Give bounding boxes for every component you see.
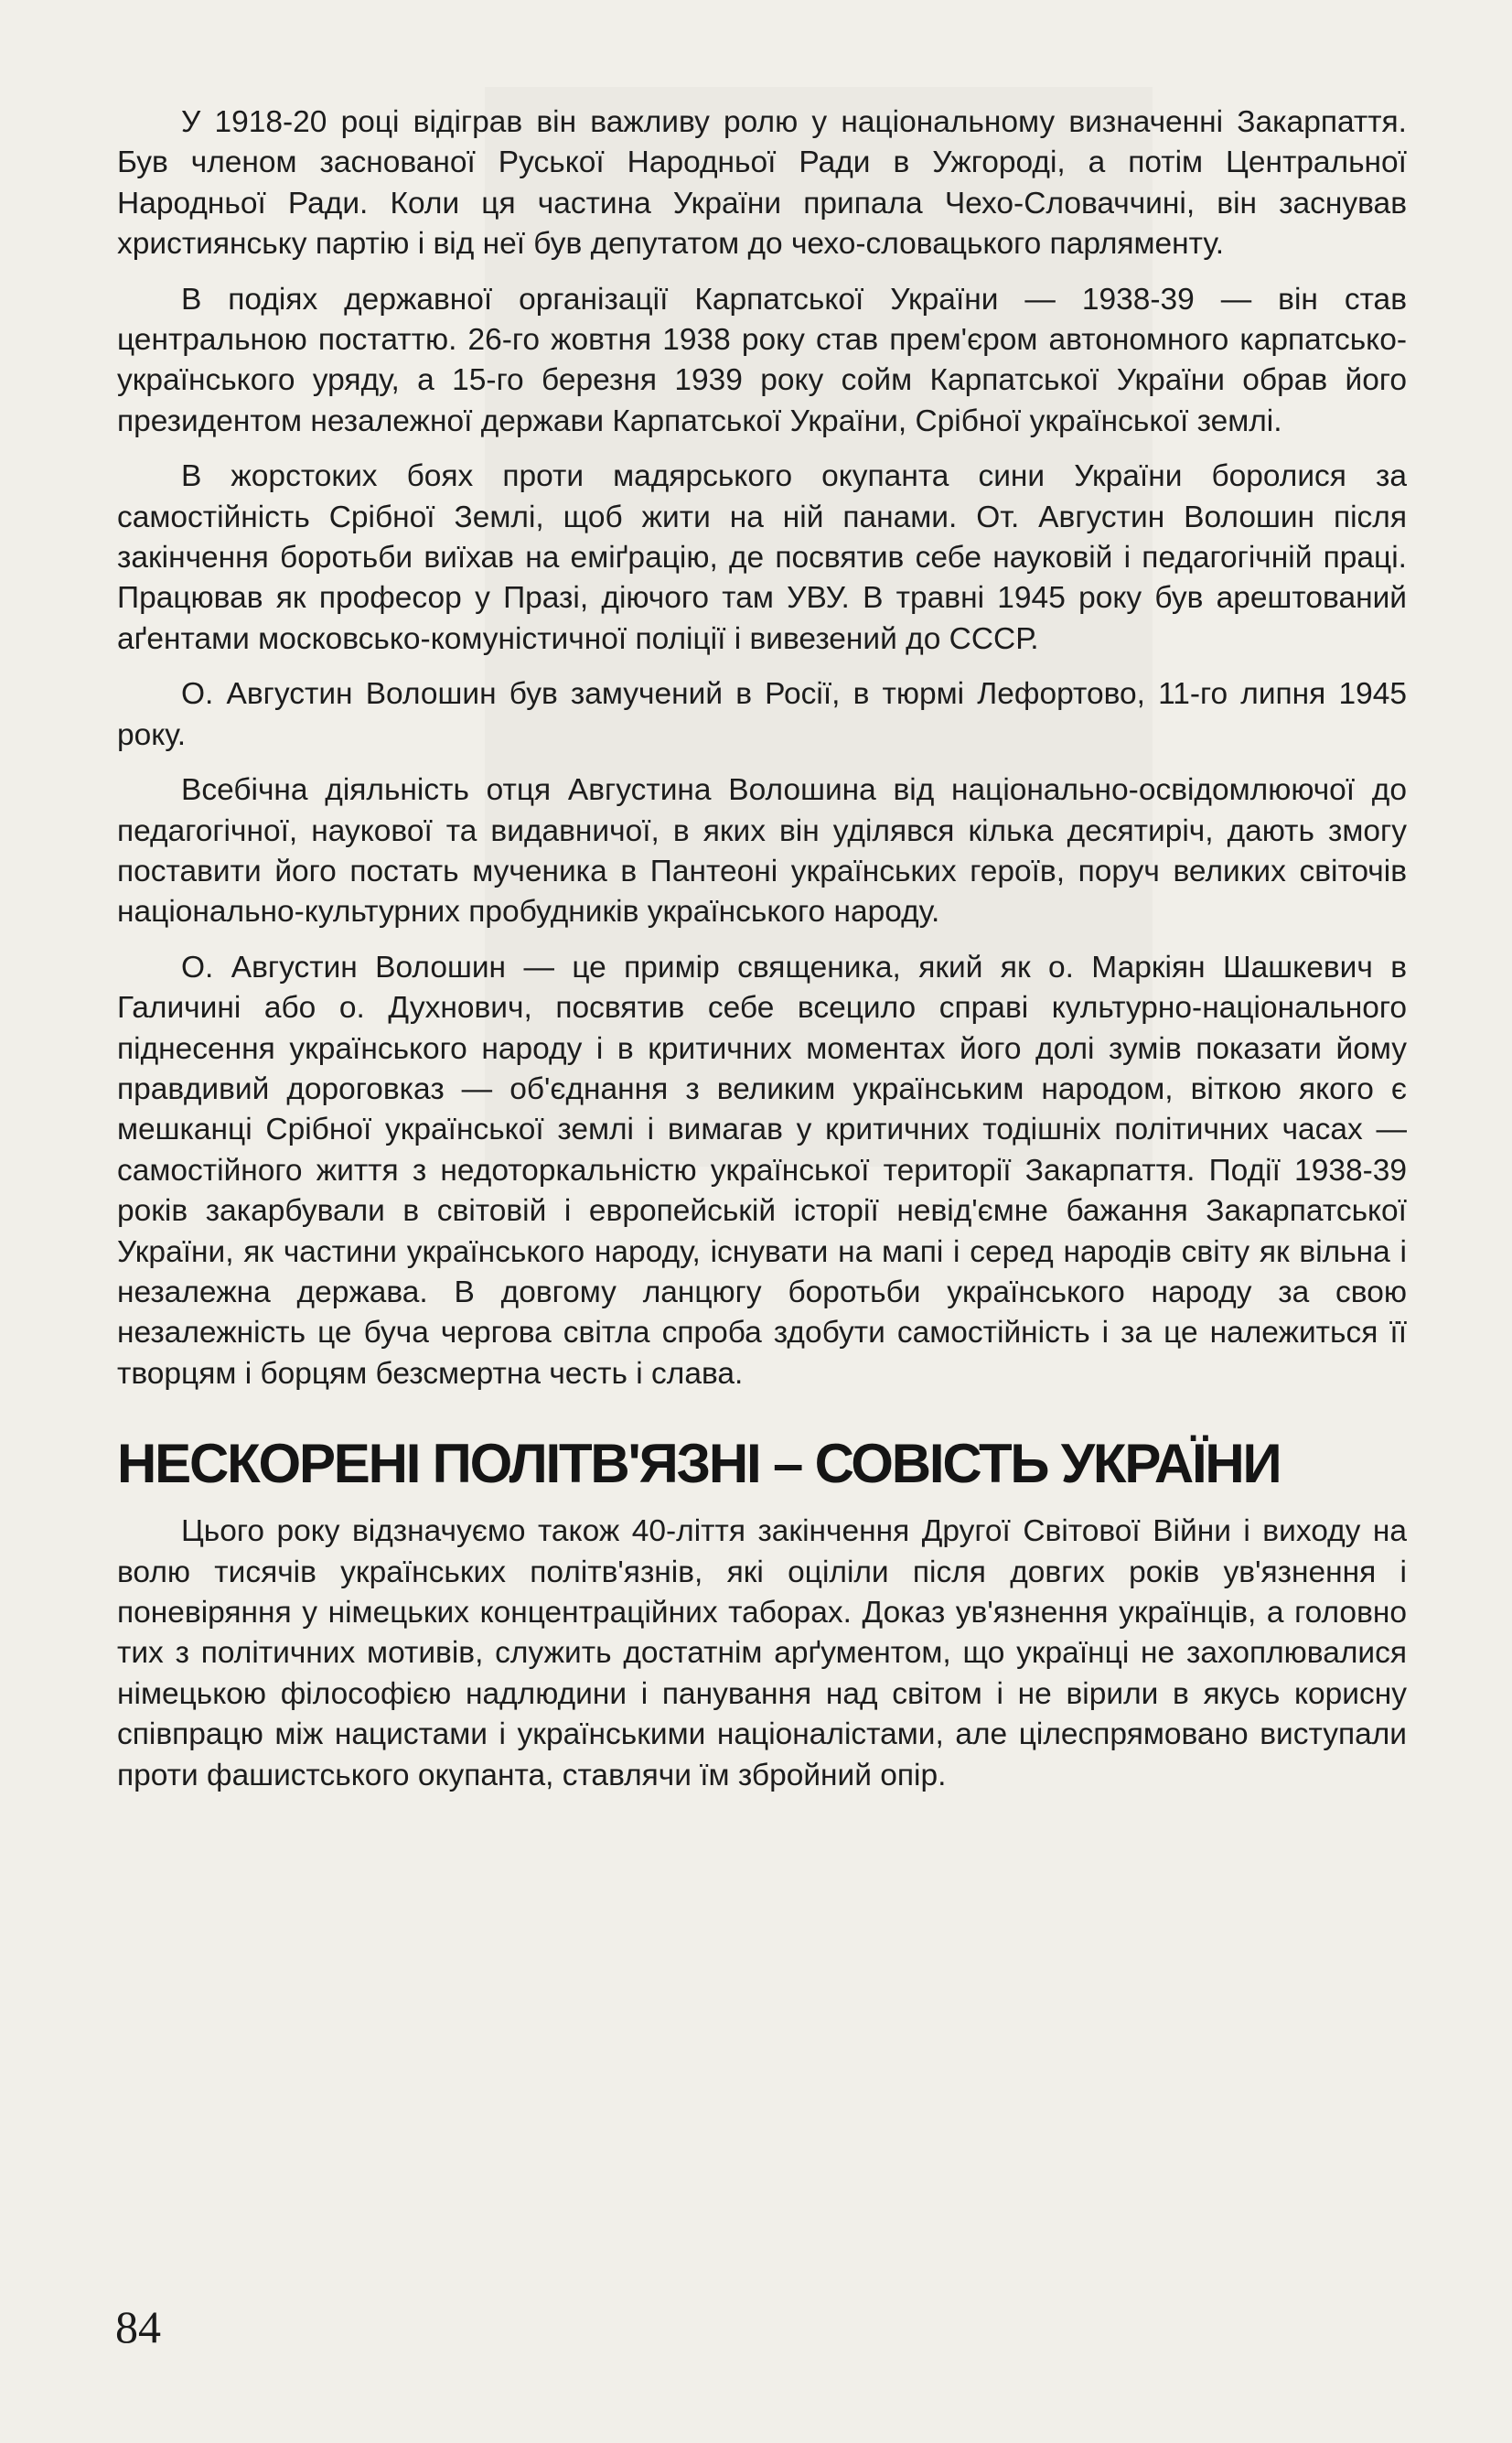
paragraph-4: О. Августин Волошин був замучений в Росії, в тюрмі Лефортово, 11-го липня 1945 року. bbox=[117, 677, 1407, 752]
paragraph-3: В жорстоких боях проти мадярського окупанта сини України боролися за самостійність Срібної Землі, щоб жити на ній панами. От. Августин Волошин після закінчення боротьби виїхав на еміґрацію, де посвятив себе науковій і педагогічній праці. Працював як професор у Празі, діючого там УВУ. В травні 1945 року був арештований аґентами московсько-комуністичної поліції і вивезений до СССР. bbox=[117, 459, 1407, 656]
paragraph-1: У 1918-20 році відіграв він важливу ролю у національному визначенні Закарпаття. Був членом заснованої Руської Народньої Ради в Ужгороді, а потім Центральної Народньої Ради. Коли ця частина України припала Чехо-Словаччині, він заснував християнську партію і від неї був депутатом до чехо-словацького парляменту. bbox=[117, 105, 1407, 262]
section-heading: НЕСКОРЕНІ ПОЛІТВ'ЯЗНІ – СОВІСТЬ УКРАЇНИ bbox=[117, 1433, 1281, 1495]
paragraph-5: Всебічна діяльність отця Августина Волошина від національно-освідомлюючої до педагогічної, наукової та видавничої, в яких він уділявся кілька десятиріч, дають змогу поставити його постать мученика в Пантеоні українських героїв, поруч великих світочів національно-культурних пробудників українського народу. bbox=[117, 773, 1407, 930]
section-paragraph: Цього року відзначуємо також 40-ліття закінчення Другої Світової Війни і виходу на волю тисячів українських політв'язнів, які оціліли після довгих років ув'язнення і поневіряння у німецьких концентраційних таборах. Доказ ув'язнення українців, а головно тих з політичних мотивів, служить достатнім арґументом, що українці не захоплювалися німецькою філософією надлюдини і панування над світом і не вірили в якусь корисну співпрацю між нацистами і українськими націоналістами, але цілеспрямовано виступали проти фашистського окупанта, ставлячи їм збройний опір. bbox=[117, 1514, 1407, 1792]
document-body bbox=[117, 102, 1407, 1811]
paragraph-6: О. Августин Волошин — це примір священика, який як о. Маркіян Шашкевич в Галичині або о. Духнович, посвятив себе всецило справі культурно-національного піднесення українського народу і в критичних моментах його долі зумів показати йому правдивий дороговказ — об'єднання з великим українським народом, віткою якого є мешканці Срібної української землі і вимагав у критичних тодішніх політичних часах — самостійного життя з недоторкальністю української території Закарпаття. Події 1938-39 років закарбували в світовій і европейській історії невід'ємне бажання Закарпатської України, як частини українського народу, існувати на мапі і серед народів світу як вільна і незалежна держава. В довгому ланцюгу боротьби українського народу за свою незалежність це буча чергова світла спроба здобути самостійність і за це належиться її творцям і борцям безсмертна честь і слава. bbox=[117, 950, 1407, 1391]
paragraph-2: В подіях державної організації Карпатської України — 1938-39 — він став центральною постаттю. 26-го жовтня 1938 року став прем'єром автономного карпатсько-українського уряду, а 15-го березня 1939 року сойм Карпатської України обрав його президентом незалежної держави Карпатської України, Срібної української землі. bbox=[117, 282, 1407, 438]
page-number: 84 bbox=[115, 2301, 161, 2352]
